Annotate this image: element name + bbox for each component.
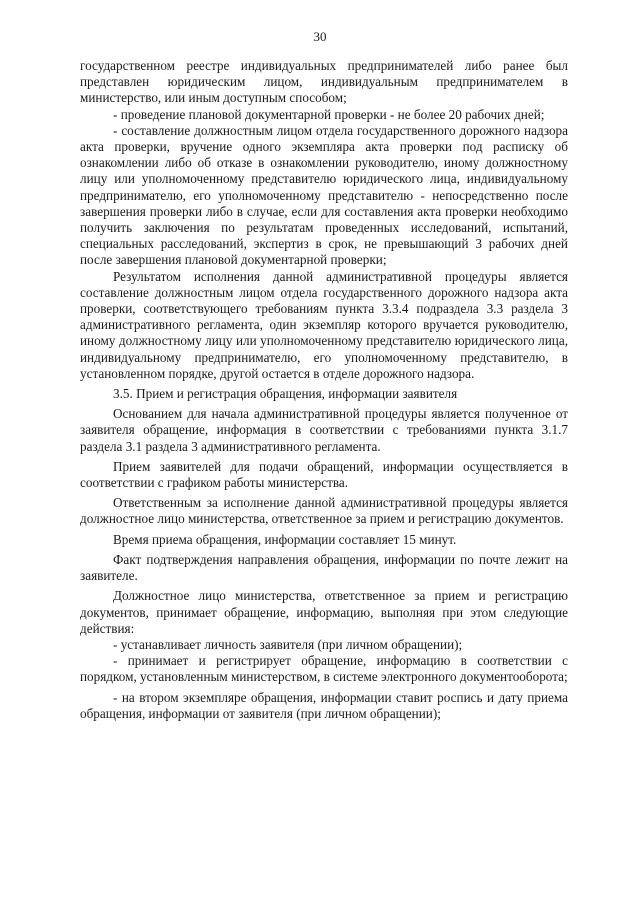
paragraph-official-actions: Должностное лицо министерства, ответственное за прием и регистрацию документов, принимает обращение, информацию, выполняя при этом следующие действия: (80, 588, 568, 636)
page-number: 30 (313, 29, 327, 44)
paragraph-reception-schedule: Прием заявителей для подачи обращений, информации осуществляется в соответствии с графиком работы министерства. (80, 458, 568, 491)
paragraph-mail-confirmation: Факт подтверждения направления обращения, информации по почте лежит на заявителе. (80, 551, 568, 584)
list-item-sign-copy: - на втором экземпляре обращения, информации ставит роспись и дату приема обращения, информации от заявителя (при личном обращении); (80, 689, 568, 721)
list-item-identify-applicant: - устанавливает личность заявителя (при личном обращении); (113, 636, 463, 652)
paragraph-basis: Основанием для начала административной процедуры является полученное от заявителя обращение, информация в соответствии с требованиями пункта 3.1.7 раздела 3.1 раздела 3 административного регламента. (80, 406, 568, 454)
paragraph-reception-time: Время приема обращения, информации составляет 15 минут. (113, 531, 457, 547)
paragraph-result: Результатом исполнения данной административной процедуры является составление должностным лицом отдела государственного дорожного надзора акта проверки, соответствующего требованиям пункта 3.3.4 подраздела 3.3 раздела 3 административного регламента, один экземпляр которого вручается руководителю, иному должностному лицу или уполномоченному представителю юридического лица, индивидуальному предпринимателю, его уполномоченному представителю, в установленном порядке, другой остается в отделе дорожного надзора. (80, 268, 568, 381)
document-body (80, 58, 568, 722)
list-item-planned-inspection: - проведение плановой документарной проверки - не более 20 рабочих дней; (113, 106, 545, 122)
section-heading-3-5: 3.5. Прием и регистрация обращения, информации заявителя (113, 386, 458, 402)
list-item-register-request: - принимает и регистрирует обращение, информацию в соответствии с порядком, установленным министерством, в системе электронного документооборота; (80, 653, 568, 685)
list-item-inspection-act: - составление должностным лицом отдела государственного дорожного надзора акта проверки, вручение одного экземпляра акта проверки под расписку об ознакомлении либо об отказе в ознакомлении руководителю, иному должностному лицу или уполномоченному представителю юридического лица, индивидуальному предпринимателю, его уполномоченному представителю - непосредственно после завершения проверки либо в случае, если для составления акта проверки необходимо получить заключения по результатам проведенных исследований, испытаний, специальных расследований, экспертиз в срок, не превышающий 3 рабочих дней после завершения плановой документарной проверки; (80, 122, 568, 268)
paragraph-responsible-official: Ответственным за исполнение данной административной процедуры является должностное лицо министерства, ответственное за прием и регистрацию документов. (80, 495, 568, 527)
paragraph-continuation: государственном реестре индивидуальных предпринимателей либо ранее был представлен юридическим лицом, индивидуальным предпринимателем в министерство, или иным доступным способом; (80, 58, 568, 106)
